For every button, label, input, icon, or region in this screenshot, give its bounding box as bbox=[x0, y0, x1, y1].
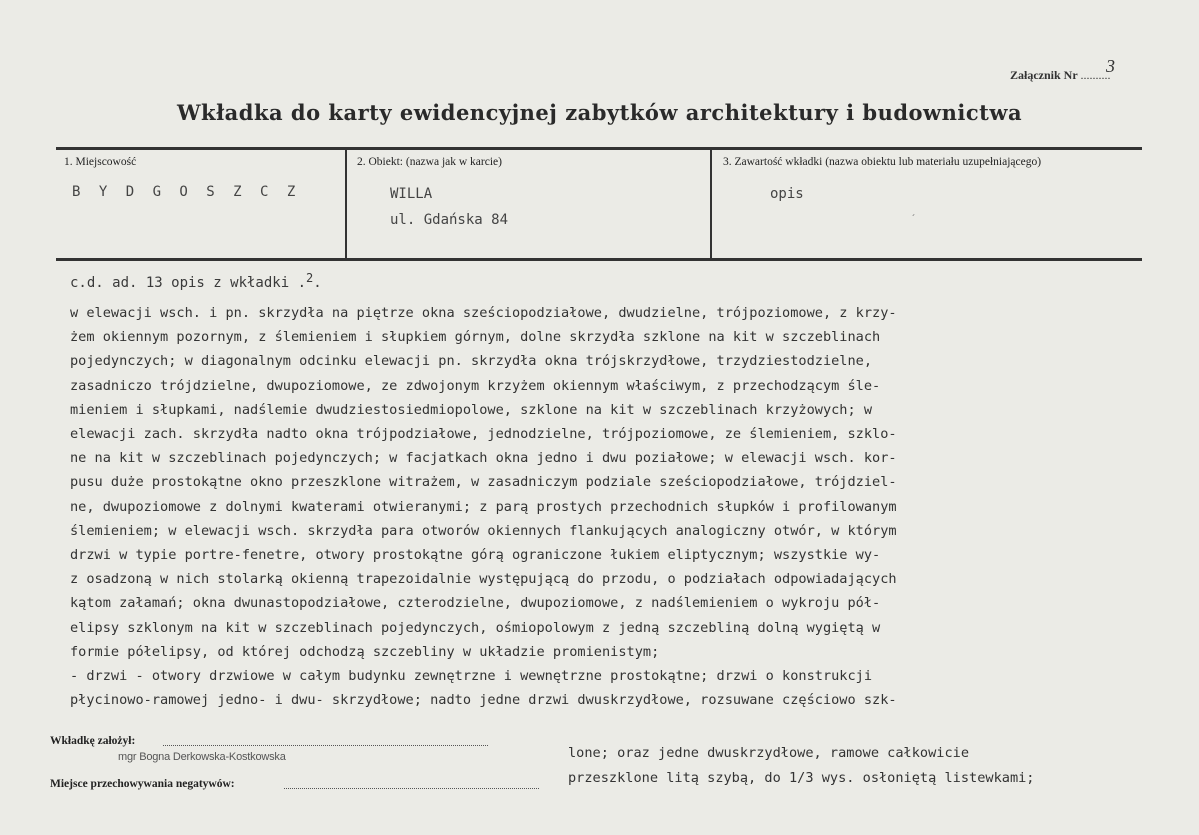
description-text bbox=[70, 301, 897, 712]
page-title: Wkładka do karty ewidencyjnej zabytków architektury i budownictwa bbox=[176, 100, 1023, 125]
continuation-text: c.d. ad. 13 opis z wkładki . bbox=[70, 275, 307, 291]
header-top-rule bbox=[56, 147, 1142, 150]
pen-mark: ´ bbox=[910, 214, 917, 225]
founded-by-dotted-line bbox=[163, 745, 488, 746]
text-line: - drzwi - otwory drzwiowe w całym budynku zewnętrzne i wewnętrzne prostokątne; drzwi o konstrukcji bbox=[70, 668, 873, 685]
description-tail bbox=[568, 741, 1035, 791]
header-divider-1 bbox=[345, 148, 347, 260]
text-line: płycinowo-ramowej jedno- i dwu- skrzydłowe; nadto jedne drzwi dwuskrzydłowe, rozsuwane częściowo szk- bbox=[70, 692, 897, 709]
annex-number bbox=[1010, 56, 1115, 83]
annex-handwritten-number: 3 bbox=[1106, 56, 1115, 76]
text-line: ślemieniem; w elewacji wsch. skrzydła para otworów okiennych flankujących analogiczny otwór, w którym bbox=[70, 522, 897, 539]
text-line: drzwi w typie portre-fenetre, otwory prostokątne górą ograniczone łukiem eliptycznym; wszystkie wy- bbox=[70, 547, 881, 564]
text-line: w elewacji wsch. i pn. skrzydła na piętrze okna sześciopodziałowe, dwudzielne, trójpoziomowe, z krzy- bbox=[70, 305, 897, 321]
text-line: ne na kit w szczeblinach pojedynczych; w facjatkach okna jedno i dwu poziałowe; w elewacji wsch. kor- bbox=[70, 450, 897, 467]
annex-label: Załącznik Nr bbox=[1010, 68, 1078, 82]
text-line: elewacji zach. skrzydła nadto okna trójpodziałowe, jednodzielne, trójpoziomowe, ze ślemieniem, szklo- bbox=[70, 426, 897, 443]
text-line: lone; oraz jedne dwuskrzydłowe, ramowe całkowicie bbox=[568, 745, 970, 761]
founded-by-label: Wkładkę założył: bbox=[50, 735, 136, 747]
object-value-line1: WILLA bbox=[390, 186, 433, 202]
contents-label: 3. Zawartość wkładki (nazwa obiektu lub materiału uzupełniającego) bbox=[723, 156, 1042, 168]
place-label: 1. Miejscowość bbox=[64, 156, 137, 168]
text-line: żem okiennym pozornym, z ślemieniem i słupkiem górnym, dolne skrzydła szklone na kit w szczeblinach bbox=[70, 329, 881, 346]
text-line: elipsy szklonym na kit w szczeblinach pojedynczych, ośmiopolowym z jedną szczebliną dolną wygiętą w bbox=[70, 619, 881, 636]
text-line: kątom załamań; okna dwunastopodziałowe, czterodzielne, dwupoziomowe, z nadślemieniem o wykroju pół- bbox=[70, 595, 881, 612]
text-line: z osadzoną w nich stolarką okienną trapezoidalnie występującą do przodu, o podziałach odpowiadających bbox=[70, 571, 897, 588]
place-value: B Y D G O S Z C Z bbox=[72, 184, 301, 200]
object-value-line2: ul. Gdańska 84 bbox=[390, 212, 509, 228]
contents-value: opis bbox=[770, 186, 804, 202]
text-line: formie półelipsy, od której odchodzą szczebliny w układzie promienistym; bbox=[70, 643, 660, 660]
annex-dots: .......... bbox=[1080, 68, 1111, 82]
continuation-insert-number: 2 bbox=[306, 271, 314, 285]
text-line: zasadniczo trójdzielne, dwupoziomowe, ze zdwojonym krzyżem okiennym właściwym, z przechodzącym ślе- bbox=[70, 377, 881, 394]
text-line: mieniem i słupkami, nadślemie dwudziestosiedmiopolowe, szklone na kit w szczeblinach krzyżowych; w bbox=[70, 401, 873, 418]
text-line: ne, dwupoziomowe z dolnymi kwaterami otwieranymi; z parą prostych przechodnich słupków i profilowanym bbox=[70, 498, 897, 515]
text-line: pusu duże prostokątne okno przeszklone witrażem, w zasadniczym podziale sześciopodziałowe, trójdziel- bbox=[70, 474, 897, 491]
object-label: 2. Obiekt: (nazwa jak w karcie) bbox=[357, 156, 502, 168]
author-stamp: mgr Bogna Derkowska-Kostkowska bbox=[118, 751, 286, 763]
continuation-suffix: . bbox=[313, 275, 322, 291]
negatives-location-label: Miejsce przechowywania negatywów: bbox=[50, 778, 235, 790]
text-line: przeszklone litą szybą, do 1/3 wys. osłoniętą listewkami; bbox=[568, 770, 1035, 786]
header-bottom-rule bbox=[56, 258, 1142, 261]
header-divider-2 bbox=[710, 148, 712, 260]
negatives-dotted-line bbox=[284, 788, 539, 789]
text-line: pojedynczych; w diagonalnym odcinku elewacji pn. skrzydła okna trójskrzydłowe, trzydziestodzielne, bbox=[70, 353, 873, 370]
continuation-line bbox=[70, 271, 322, 291]
